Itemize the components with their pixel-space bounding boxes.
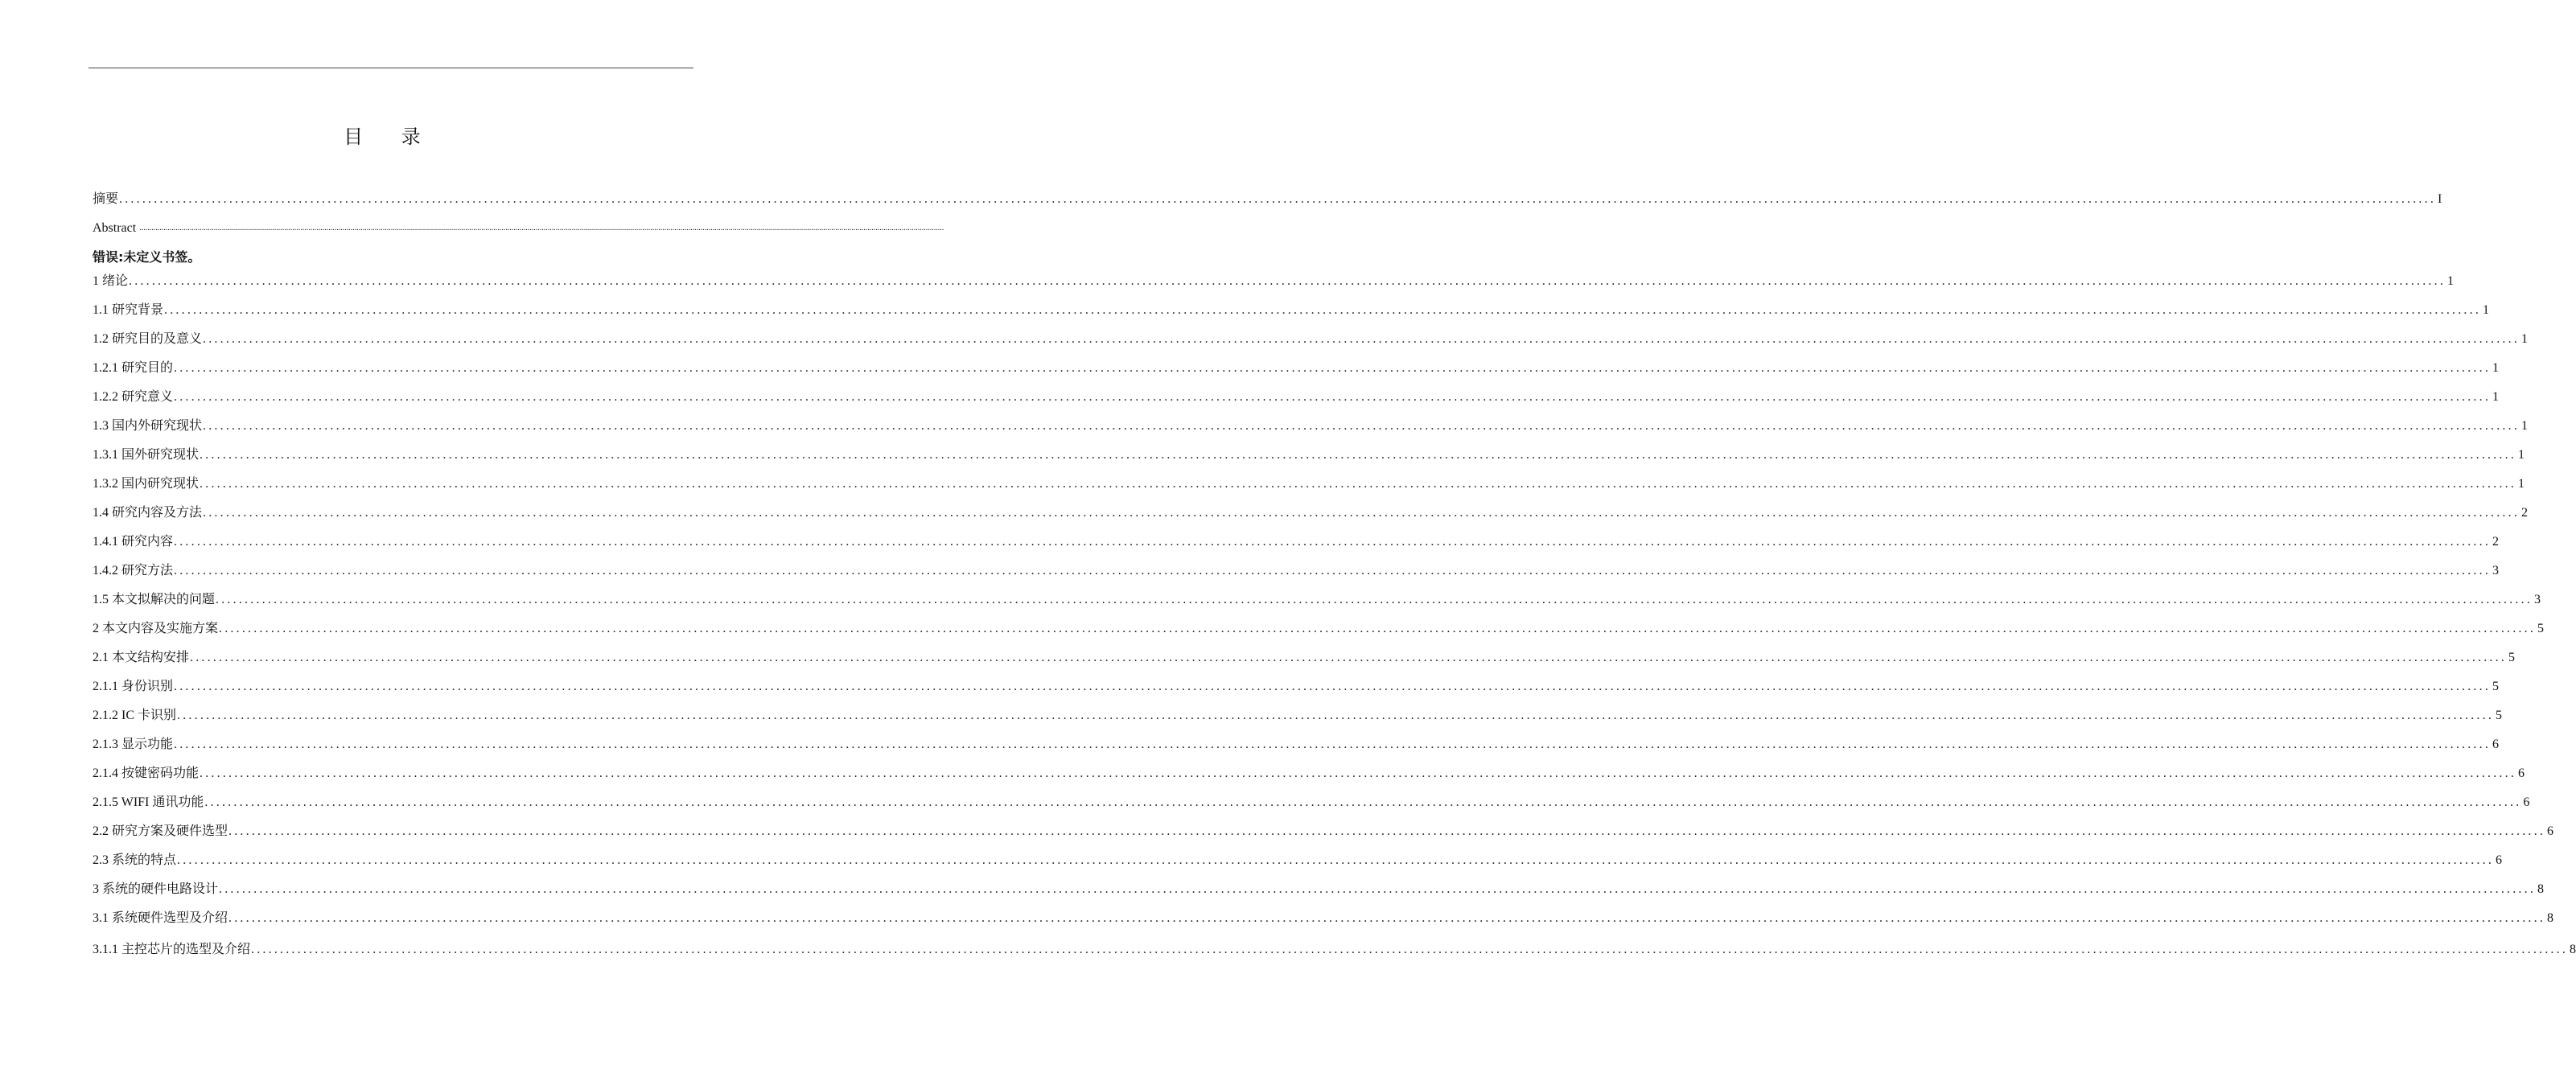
toc-entry-page: 5: [2508, 651, 2516, 664]
toc-entry-label: 1.4.2 研究方法: [93, 564, 174, 577]
toc-leader-dots: ................................................................................................................................................................................................................................................................................................................................................................................................................: [174, 564, 2492, 577]
toc-leader-dots: ................................................................................................................................................................................................................................................................................................................................................................................................................: [174, 361, 2492, 375]
toc-leader-dots: ................................................................................................................................................................................................................................................................................................................................................................................................................: [219, 882, 2537, 896]
toc-leader-dots: ................................................................................................................................................................................................................................................................................................................................................................................................................: [251, 943, 2569, 956]
toc-entry-label: 1.1 研究背景: [93, 303, 164, 317]
toc-leader-dots: ................................................................................................................................................................................................................................................................................................................................................................................................................: [174, 680, 2492, 693]
toc-entry-label: 1.5 本文拟解决的问题: [93, 593, 216, 606]
toc-entry[interactable]: [93, 852, 2503, 869]
toc-entry-label: 2.1.4 按键密码功能: [93, 767, 200, 780]
toc-entry-label: 1.4.1 研究内容: [93, 535, 174, 549]
toc-entry-label: 2 本文内容及实施方案: [93, 622, 219, 635]
toc-entry[interactable]: [93, 881, 2545, 898]
toc-leader-dots: ................................................................................................................................................................................................................................................................................................................................................................................................................: [200, 767, 2517, 780]
toc-entry-label: 2.1.3 显示功能: [93, 738, 174, 751]
toc-entry[interactable]: [93, 678, 2500, 696]
toc-entry[interactable]: [93, 707, 2503, 725]
toc-leader-dots: ................................................................................................................................................................................................................................................................................................................................................................................................................: [164, 303, 2482, 317]
toc-entry-label: 2.1.1 身份识别: [93, 680, 174, 693]
toc-entry-page: 1: [2521, 419, 2529, 433]
toc-leader-dots: ................................................................................................................................................................................................................................................................................................................................................................................................................: [129, 274, 2446, 288]
toc-entry-page: 6: [2523, 795, 2530, 809]
toc-entry-label: 2.1.5 WIFI 通讯功能: [93, 795, 204, 809]
toc-entry-label: 1 绪论: [93, 274, 129, 288]
toc-leader-dots: ................................................................................................................................................................................................................................................................................................................................................................................................................: [216, 593, 2533, 606]
toc-leader-dots: ................................................................................................................................................................................................................................................................................................................................................................................................................: [228, 911, 2546, 925]
toc-entry[interactable]: [93, 302, 2490, 319]
toc-entry-label: 1.2.2 研究意义: [93, 390, 174, 404]
toc-entry-label: 2.2 研究方案及硬件选型: [93, 824, 228, 838]
toc-entry-page: 8: [2537, 882, 2545, 896]
toc-entry-page: 6: [2496, 853, 2503, 867]
toc-leader-dots: ................................................................................................................................................................................................................................................................................................................................................................................................................: [200, 448, 2517, 462]
toc-entry-page: 5: [2537, 622, 2545, 635]
toc-leader-dots: ................................................................................................................................................................................................................................................................................................................................................................................................................: [139, 224, 944, 232]
toc-leader-dots: ................................................................................................................................................................................................................................................................................................................................................................................................................: [228, 824, 2546, 838]
toc-entry[interactable]: [93, 417, 2529, 435]
toc-entry[interactable]: [93, 446, 2525, 464]
toc-leader-dots: ................................................................................................................................................................................................................................................................................................................................................................................................................: [174, 390, 2492, 404]
toc-entry-page: 3: [2534, 593, 2541, 606]
toc-entry-page: 2: [2492, 535, 2500, 549]
page-title: 目 录: [344, 125, 437, 148]
toc-entry[interactable]: [93, 765, 2525, 783]
toc-leader-dots: ................................................................................................................................................................................................................................................................................................................................................................................................................: [177, 709, 2495, 722]
toc-entry[interactable]: [93, 360, 2500, 377]
toc-entry-page: 3: [2492, 564, 2500, 577]
toc-entry-page: 1: [2518, 448, 2525, 462]
toc-entry-page: 6: [2492, 738, 2500, 751]
toc-entry[interactable]: [93, 475, 2525, 493]
toc-entry-label: 1.2 研究目的及意义: [93, 332, 203, 346]
toc-entry-page: 5: [2496, 709, 2503, 722]
toc-entry-label: 1.4 研究内容及方法: [93, 506, 203, 520]
toc-leader-dots: ................................................................................................................................................................................................................................................................................................................................................................................................................: [203, 332, 2520, 346]
toc-entry-label: 2.1 本文结构安排: [93, 651, 190, 664]
toc-entry[interactable]: [93, 220, 944, 237]
toc-entry[interactable]: [93, 533, 2500, 551]
toc-leader-dots: ................................................................................................................................................................................................................................................................................................................................................................................................................: [190, 651, 2508, 664]
toc-entry-label: 1.2.1 研究目的: [93, 361, 174, 375]
toc-entry-label: 3.1 系统硬件选型及介绍: [93, 911, 228, 925]
toc-entry[interactable]: [93, 191, 2442, 208]
toc-entry-label: 2.1.2 IC 卡识别: [93, 709, 177, 722]
toc-leader-dots: ................................................................................................................................................................................................................................................................................................................................................................................................................: [203, 506, 2520, 520]
toc-entry[interactable]: [93, 591, 2541, 609]
toc-entry[interactable]: [93, 504, 2529, 522]
toc-entry-label: 1.3.1 国外研究现状: [93, 448, 200, 462]
toc-entry[interactable]: [93, 388, 2500, 406]
toc-entry[interactable]: [93, 562, 2500, 580]
toc-leader-dots: ................................................................................................................................................................................................................................................................................................................................................................................................................: [204, 795, 2522, 809]
toc-entry-label: 1.3.2 国内研究现状: [93, 477, 200, 491]
toc-entry[interactable]: [93, 620, 2545, 638]
toc-entry-page: 5: [2492, 680, 2500, 693]
toc-entry-page: 8: [2570, 943, 2576, 956]
toc-entry-page: 1: [2483, 303, 2490, 317]
toc-entry-page: 2: [2521, 506, 2529, 520]
toc-leader-dots: ................................................................................................................................................................................................................................................................................................................................................................................................................: [177, 853, 2495, 867]
toc-entry-page: 1: [2492, 390, 2500, 404]
toc-entry-label: Abstract: [93, 221, 137, 235]
toc-entry-page: 6: [2518, 767, 2525, 780]
toc-entry-label: 3 系统的硬件电路设计: [93, 882, 219, 896]
toc-entry-page: I: [2438, 192, 2442, 206]
toc-entry[interactable]: [93, 823, 2554, 841]
toc-entry[interactable]: [93, 331, 2529, 348]
toc-entry[interactable]: [93, 649, 2516, 667]
toc-entry-label: 2.3 系统的特点: [93, 853, 177, 867]
toc-entry[interactable]: [93, 910, 2554, 927]
toc-entry-page: 1: [2518, 477, 2525, 491]
bookmark-error-text: 错误:未定义书签。: [93, 249, 201, 265]
toc-entry-page: 6: [2547, 824, 2554, 838]
toc-leader-dots: ................................................................................................................................................................................................................................................................................................................................................................................................................: [219, 622, 2537, 635]
toc-leader-dots: ................................................................................................................................................................................................................................................................................................................................................................................................................: [200, 477, 2517, 491]
toc-entry-label: 1.3 国内外研究现状: [93, 419, 203, 433]
toc-entry-label: 摘要: [93, 192, 119, 206]
toc-entry-page: 8: [2547, 911, 2554, 925]
toc-leader-dots: ................................................................................................................................................................................................................................................................................................................................................................................................................: [174, 738, 2492, 751]
toc-leader-dots: ................................................................................................................................................................................................................................................................................................................................................................................................................: [203, 419, 2520, 433]
toc-leader-dots: ................................................................................................................................................................................................................................................................................................................................................................................................................: [119, 192, 2437, 206]
toc-entry[interactable]: [93, 273, 2455, 290]
toc-entry[interactable]: [93, 794, 2530, 812]
toc-entry[interactable]: [93, 736, 2500, 754]
toc-entry-page: 1: [2492, 361, 2500, 375]
toc-entry-label: 3.1.1 主控芯片的选型及介绍: [93, 943, 251, 956]
toc-entry[interactable]: [93, 941, 2576, 959]
toc-entry-page: 1: [2447, 274, 2455, 288]
toc-entry-page: 1: [2521, 332, 2529, 346]
toc-leader-dots: ................................................................................................................................................................................................................................................................................................................................................................................................................: [174, 535, 2492, 549]
